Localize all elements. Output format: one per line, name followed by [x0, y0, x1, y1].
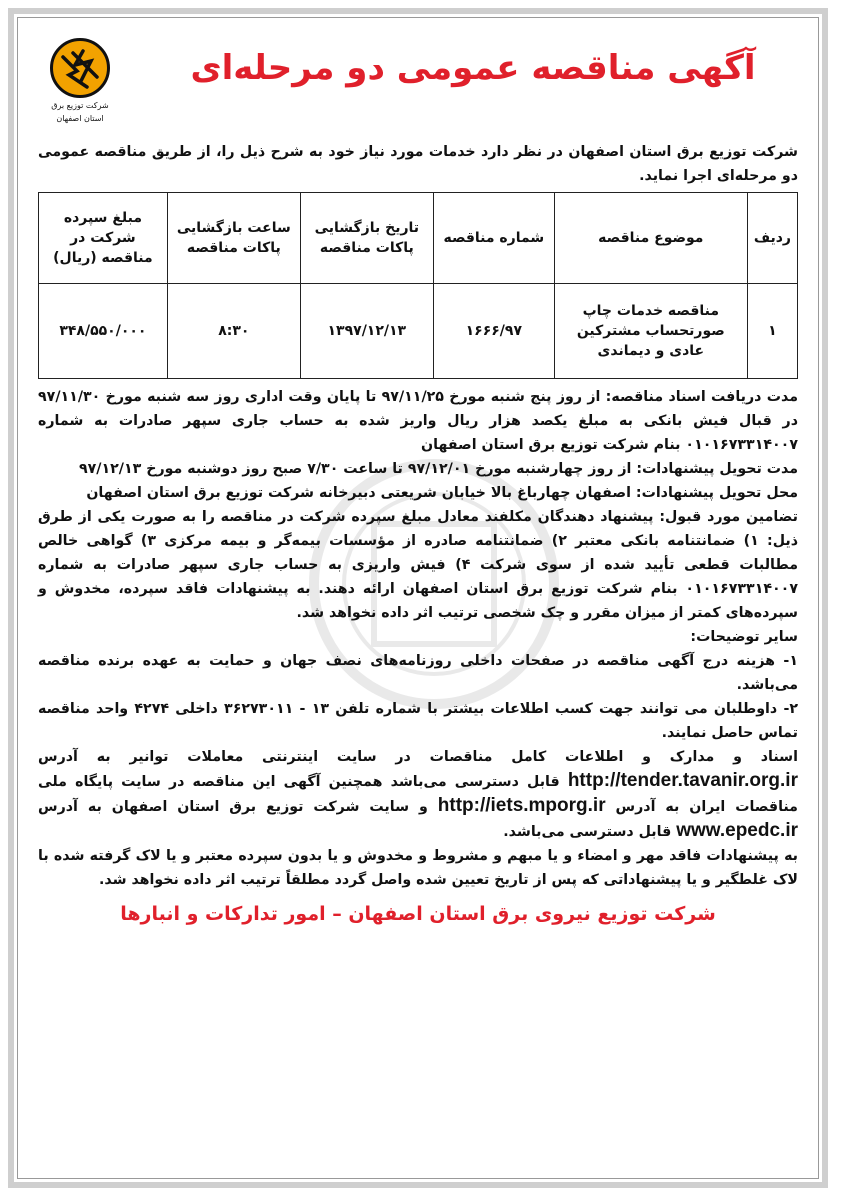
col-header-subject: موضوع مناقصه [554, 193, 747, 284]
documents-text-c: و سایت شرکت توزیع برق استان اصفهان به آدرس [38, 799, 428, 815]
tender-table [38, 192, 798, 379]
delivery-place-text: محل تحویل پیشنهادات: اصفهان چهارباغ بالا خیابان شریعتی دبیرخانه شرکت توزیع برق استان اصفهان [86, 485, 798, 501]
logo-caption-line1: شرکت توزیع برق [51, 101, 109, 110]
tavanir-link[interactable]: http://tender.tavanir.org.ir [567, 770, 798, 791]
final-note: به پیشنهادات فاقد مهر و امضاء و یا مبهم و مشروط و مخدوش و یا بدون سپرده معتبر و یا لاک گرفته شده با لاک غلطگیر و یا پیشنهاداتی که پس از تاریخ تعیین شده واصل گردد مطلقاً ترتیب اثر داده نخواهد شد. [38, 848, 798, 888]
page-title: آگهی مناقصه عمومی دو مرحله‌ای [190, 48, 756, 88]
documents-text-a: اسناد و مدارک و اطلاعات کامل مناقصات در سایت اینترنتی معاملات توانیر به آدرس [38, 749, 798, 765]
col-header-row-number: ردیف [747, 193, 797, 284]
cell-deposit: ۳۴۸/۵۵۰/۰۰۰ [39, 284, 168, 379]
notice-frame [8, 8, 828, 1188]
col-header-opening-date: تاریخ بازگشایی پاکات مناقصه [300, 193, 433, 284]
table-row [39, 284, 798, 379]
cell-tender-number: ۱۶۶۶/۹۷ [433, 284, 554, 379]
col-header-deposit: مبلغ سپرده شرکت در مناقصه (ریال) [39, 193, 168, 284]
documents-text-b: قابل دسترسی می‌باشد همچنین آگهی این مناقصه در سایت پایگاه ملی مناقصات ایران به آدرس [38, 774, 798, 815]
col-header-tender-number: شماره مناقصه [433, 193, 554, 284]
electric-company-logo-icon [50, 38, 110, 98]
logo-caption-line2: استان اصفهان [56, 114, 104, 123]
receive-docs-text: مدت دریافت اسناد مناقصه: از روز پنج شنبه مورخ ۹۷/۱۱/۲۵ تا پایان وقت اداری روز سه شنبه مورخ ۹۷/۱۱/۳۰ در قبال فیش بانکی به مبلغ یکصد هزار ریال واریز شده به حساب جاری سپهر صادرات به شماره ۰۱۰۱۶۷۳۳۱۴۰۰۷ بنام شرکت توزیع برق استان اصفهان [38, 389, 798, 453]
cell-subject: مناقصه خدمات چاپ صورتحساب مشترکین عادی و دیماندی [554, 284, 747, 379]
company-logo [38, 38, 122, 134]
iets-link[interactable]: http://iets.mporg.ir [437, 795, 606, 816]
documents-text-d: قابل دسترسی می‌باشد. [503, 824, 672, 840]
table-header-row [39, 193, 798, 284]
note-2: ۲- داوطلبان می توانند جهت کسب اطلاعات بیشتر با شماره تلفن ۱۳ - ۳۶۲۷۳۰۱۱ داخلی ۴۲۷۴ واحد مناقصه تماس حاصل نمایند. [38, 701, 798, 741]
cell-opening-time: ۸:۳۰ [167, 284, 300, 379]
cell-row-number: ۱ [747, 284, 797, 379]
other-notes-title: سایر توضیحات: [690, 629, 798, 645]
header [38, 36, 798, 136]
delivery-period-text: مدت تحویل پیشنهادات: از روز چهارشنبه مورخ ۹۷/۱۲/۰۱ تا ساعت ۷/۳۰ صبح روز دوشنبه مورخ ۹۷/۱۲/۱۳ [78, 461, 798, 477]
col-header-opening-time: ساعت بازگشایی پاکات مناقصه [167, 193, 300, 284]
guarantee-text: تضامین مورد قبول: پیشنهاد دهندگان مکلفند معادل مبلغ سپرده شرکت در مناقصه را به صورت یکی از طرق ذیل: ۱) ضمانتنامه بانکی معتبر ۲) ضمانتنامه صادره از مؤسسات بیمه‌گر و بیمه مرکزی ۳) گواهی خالص مطالبات قطعی تأیید شده از سوی شرکت ۴) فیش واریزی به حساب جاری سپهر صادرات به شماره ۰۱۰۱۶۷۳۳۱۴۰۰۷ بنام شرکت توزیع برق استان اصفهان ارائه دهند. به پیشنهادات فاقد سپرده، مخدوش و سپرده‌های کمتر از میزان مقرر و چک شخصی ترتیب اثر داده نخواهد شد. [38, 509, 798, 621]
note-1: ۱- هزینه درج آگهی مناقصه در صفحات داخلی روزنامه‌های نصف جهان و حمایت به عهده برنده مناقصه می‌باشد. [38, 653, 798, 693]
footer-signature: شرکت توزیع نیروی برق استان اصفهان – امور تدارکات و انبارها [120, 903, 716, 925]
documents-info [38, 745, 798, 844]
epedc-link[interactable]: www.epedc.ir [676, 820, 798, 841]
cell-opening-date: ۱۳۹۷/۱۲/۱۳ [300, 284, 433, 379]
intro-text: شرکت توزیع برق استان اصفهان در نظر دارد خدمات مورد نیاز خود به شرح ذیل را، از طریق مناقصه عمومی دو مرحله‌ای اجرا نماید. [38, 144, 798, 184]
